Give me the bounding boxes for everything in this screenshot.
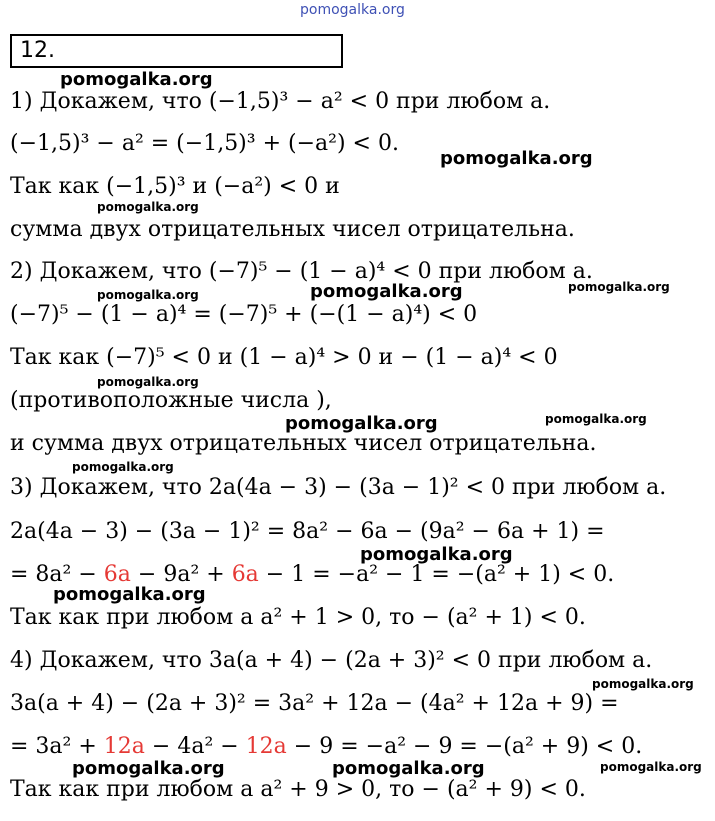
watermark: pomogalka.org [60,69,213,90]
watermark: pomogalka.org [568,280,670,294]
watermark: pomogalka.org [360,544,513,565]
proof-1-reason: Так как (−1,5)³ и (−a²) < 0 и [10,174,340,199]
watermark: pomogalka.org [53,584,206,605]
proof-2-equation: (−7)⁵ − (1 − a)⁴ = (−7)⁵ + (−(1 − a)⁴) < 0 [10,302,478,327]
proof-2-reason: Так как (−7)⁵ < 0 и (1 − a)⁴ > 0 и − (1 − a)⁴ < 0 [10,345,558,370]
highlighted-term: 6a [103,562,131,587]
text-part: − 9 = −a² − 9 = −(a² + 9) < 0. [286,734,643,759]
highlighted-term: 12a [103,734,145,759]
highlighted-term: 12a [245,734,287,759]
watermark: pomogalka.org [332,758,485,779]
proof-4-reason: Так как при любом a a² + 9 > 0, то − (a² + 9) < 0. [10,777,586,802]
proof-4-equation: 3a(a + 4) − (2a + 3)² = 3a² + 12a − (4a² + 12a + 9) = [10,691,619,716]
watermark: pomogalka.org [440,148,593,169]
proof-1-conclusion: сумма двух отрицательных чисел отрицательна. [10,217,575,242]
watermark: pomogalka.org [592,677,694,691]
proof-3-reason: Так как при любом a a² + 1 > 0, то − (a² + 1) < 0. [10,605,586,630]
text-part: − 1 = −a² − 1 = −(a² + 1) < 0. [258,562,615,587]
text-part: − 4a² − [144,734,246,759]
proof-1-equation: (−1,5)³ − a² = (−1,5)³ + (−a²) < 0. [10,131,399,156]
proof-2-statement: 2) Докажем, что (−7)⁵ − (1 − a)⁴ < 0 при любом a. [10,259,593,284]
watermark: pomogalka.org [72,460,174,474]
watermark: pomogalka.org [600,760,702,774]
text-part: = 3a² + [10,734,104,759]
text-part: − 9a² + [130,562,232,587]
watermark: pomogalka.org [97,375,199,389]
watermark: pomogalka.org [97,200,199,214]
watermark: pomogalka.org [72,758,225,779]
proof-1-statement: 1) Докажем, что (−1,5)³ − a² < 0 при любом a. [10,89,551,114]
watermark: pomogalka.org [97,288,199,302]
exercise-number-box [10,34,343,68]
top-watermark: pomogalka.org [300,2,405,18]
watermark: pomogalka.org [285,413,438,434]
watermark: pomogalka.org [545,412,647,426]
proof-2-conclusion: и сумма двух отрицательных чисел отрицательна. [10,431,597,456]
exercise-number: 12. [20,38,55,63]
proof-3-equation: 2a(4a − 3) − (3a − 1)² = 8a² − 6a − (9a² − 6a + 1) = [10,519,605,544]
watermark: pomogalka.org [310,281,463,302]
text-part: = 8a² − [10,562,104,587]
highlighted-term: 6a [231,562,259,587]
proof-4-simplification [10,733,642,761]
proof-4-statement: 4) Докажем, что 3a(a + 4) − (2a + 3)² < 0 при любом a. [10,648,653,673]
proof-3-statement: 3) Докажем, что 2a(4a − 3) − (3a − 1)² < 0 при любом a. [10,475,667,500]
proof-2-note: (противоположные числа ), [10,388,332,413]
